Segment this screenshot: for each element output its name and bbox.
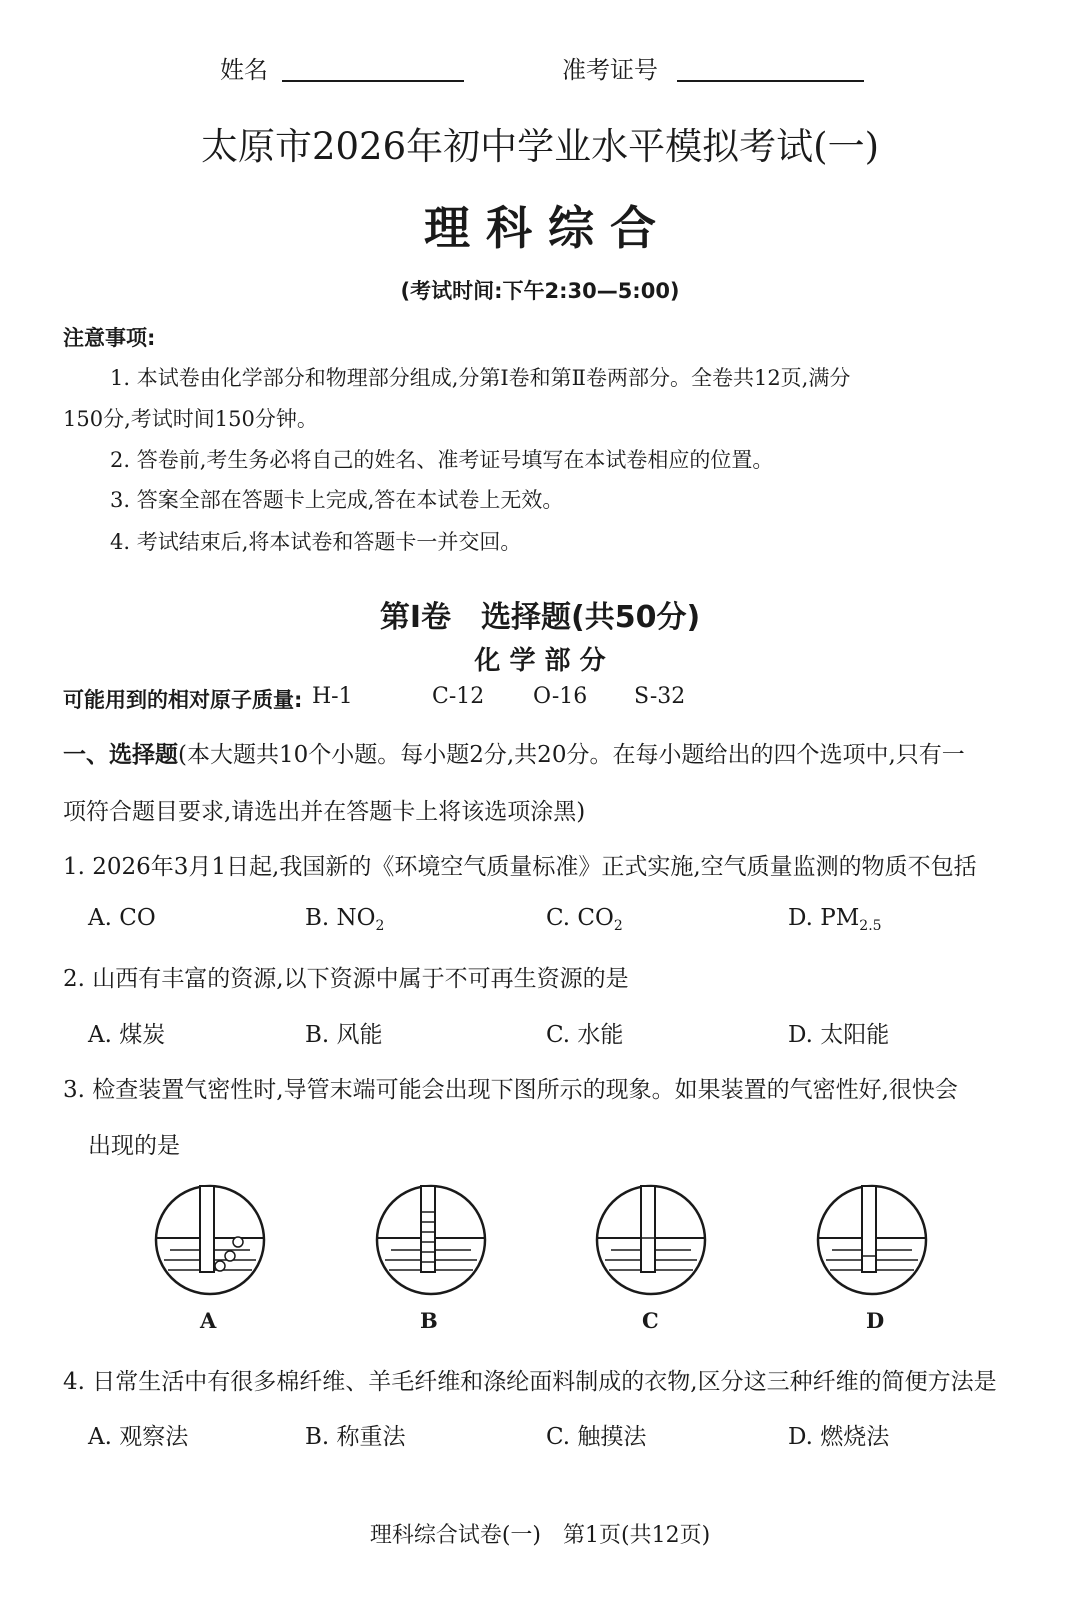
id-field[interactable] xyxy=(677,80,864,82)
atomic-mass-h: H-1 xyxy=(312,684,353,709)
note-item: 2. 答卷前,考生务必将自己的姓名、准考证号填写在本试卷相应的位置。 xyxy=(110,448,774,472)
question-3-stem: 3. 检查装置气密性时,导管末端可能会出现下图所示的现象。如果装置的气密性好,很快会 xyxy=(63,1077,958,1103)
note-item: 3. 答案全部在答题卡上完成,答在本试卷上无效。 xyxy=(110,488,564,512)
figure-label-a[interactable]: A xyxy=(200,1308,217,1333)
q4-option-c[interactable]: C. 触摸法 xyxy=(546,1424,647,1450)
atomic-mass-label: 可能用到的相对原子质量: xyxy=(63,688,303,712)
question-1-stem: 1. 2026年3月1日起,我国新的《环境空气质量标准》正式实施,空气质量监测的物质不包括 xyxy=(63,854,977,880)
note-item: 4. 考试结束后,将本试卷和答题卡一并交回。 xyxy=(110,530,522,554)
instruction-line1: (本大题共10个小题。每小题2分,共20分。在每小题给出的四个选项中,只有一 xyxy=(178,742,965,768)
part-title: 化 学 部 分 xyxy=(474,646,606,676)
q2-option-d[interactable]: D. 太阳能 xyxy=(788,1022,890,1048)
figure-label-d[interactable]: D xyxy=(866,1308,885,1333)
instruction xyxy=(63,736,965,769)
subject-title: 理 科 综 合 xyxy=(423,201,657,255)
note-item: 1. 本试卷由化学部分和物理部分组成,分第Ⅰ卷和第Ⅱ卷两部分。全卷共12页,满分 xyxy=(110,366,851,390)
name-label: 姓名 xyxy=(220,56,268,84)
q2-option-c[interactable]: C. 水能 xyxy=(546,1022,624,1048)
q1-option-d[interactable]: D. $PM_{2.5}$ xyxy=(788,905,882,934)
atomic-mass-s: S-32 xyxy=(634,684,686,709)
page-footer: 理科综合试卷(一) 第1页(共12页) xyxy=(369,1523,711,1548)
section-title: 第Ⅰ卷 选择题(共50分) xyxy=(379,600,701,635)
notes-title: 注意事项: xyxy=(63,326,156,350)
q1-option-c[interactable]: C. $CO_2$ xyxy=(546,905,623,934)
exam-title: 太原市2026年初中学业水平模拟考试(一) xyxy=(200,125,880,168)
figure-d-water-below xyxy=(812,1182,932,1302)
atomic-mass-c: C-12 xyxy=(432,684,485,709)
q4-option-b[interactable]: B. 称重法 xyxy=(305,1424,406,1450)
figure-b-rising-column xyxy=(371,1182,491,1302)
figure-a-bubbles xyxy=(150,1182,270,1302)
q4-option-d[interactable]: D. 燃烧法 xyxy=(788,1424,890,1450)
atomic-mass-o: O-16 xyxy=(533,684,588,709)
id-label: 准考证号 xyxy=(562,56,658,84)
question-3-stem-2: 出现的是 xyxy=(88,1133,180,1159)
figure-label-b[interactable]: B xyxy=(420,1308,438,1333)
question-2-stem: 2. 山西有丰富的资源,以下资源中属于不可再生资源的是 xyxy=(63,966,629,992)
q2-option-b[interactable]: B. 风能 xyxy=(305,1022,383,1048)
q1-option-b[interactable]: B. $NO_2$ xyxy=(305,905,385,934)
question-4-stem: 4. 日常生活中有很多棉纤维、羊毛纤维和涤纶面料制成的衣物,区分这三种纤维的简便方法是 xyxy=(63,1369,997,1395)
q2-option-a[interactable]: A. 煤炭 xyxy=(88,1022,166,1048)
exam-time: (考试时间:下午2:30—5:00) xyxy=(400,279,680,303)
q1-option-a[interactable]: A. CO xyxy=(88,905,156,931)
figure-label-c[interactable]: C xyxy=(642,1308,659,1333)
name-field[interactable] xyxy=(282,80,464,82)
instruction-head: 一、选择题 xyxy=(63,742,178,768)
instruction-line2: 项符合题目要求,请选出并在答题卡上将该选项涂黑) xyxy=(63,799,586,825)
figure-c-no-change xyxy=(591,1182,711,1302)
q4-option-a[interactable]: A. 观察法 xyxy=(88,1424,189,1450)
note-item: 150分,考试时间150分钟。 xyxy=(63,407,318,431)
